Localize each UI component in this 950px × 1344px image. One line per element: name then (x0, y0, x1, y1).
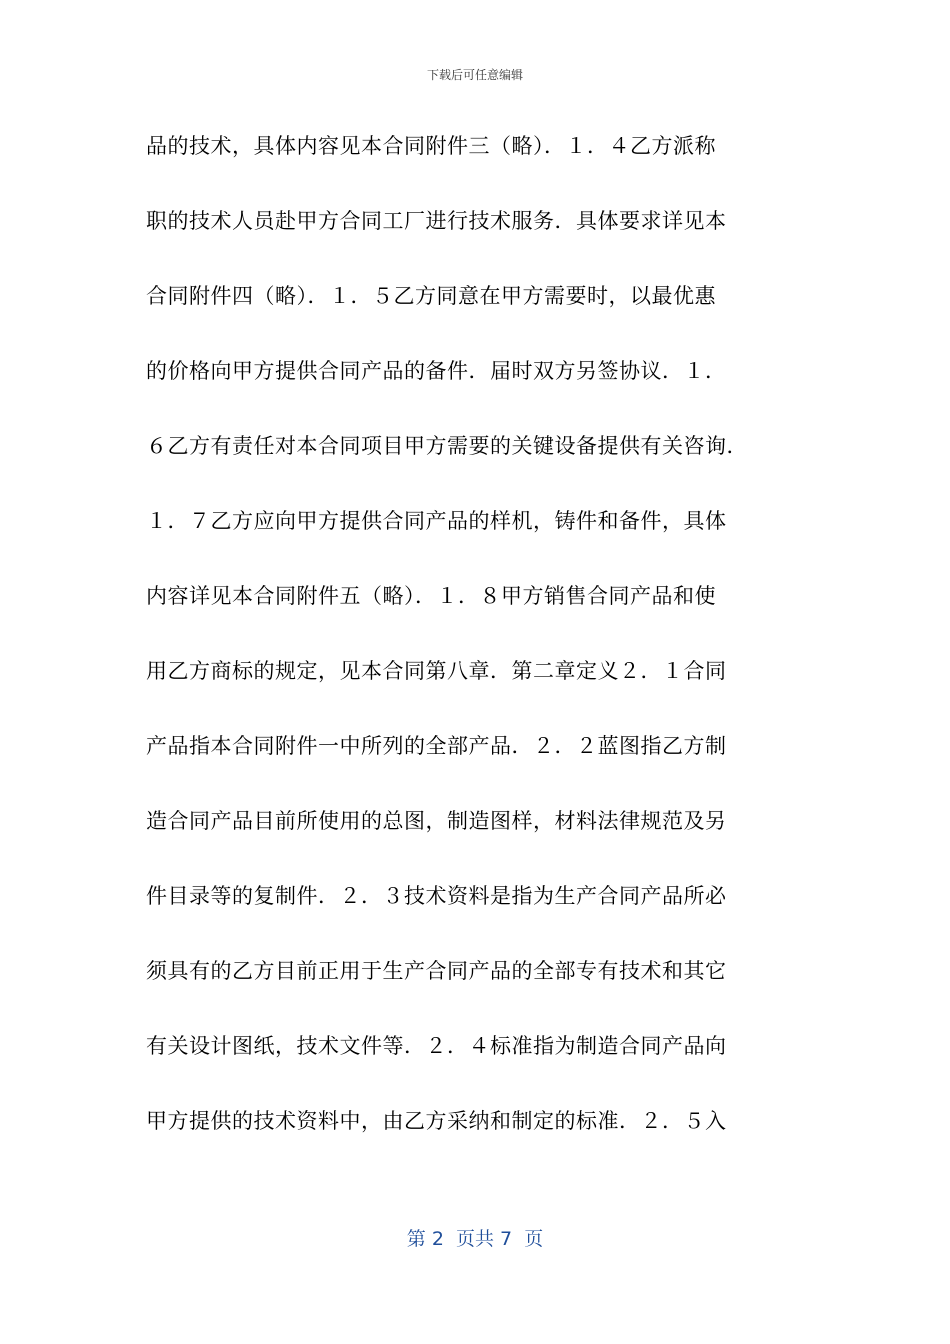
body-line: 合同附件四（略）．１．５乙方同意在甲方需要时，以最优惠 (146, 284, 716, 308)
body-line: 职的技术人员赴甲方合同工厂进行技术服务．具体要求详见本 (146, 209, 727, 233)
body-line: 造合同产品目前所使用的总图，制造图样，材料法律规范及另 (146, 809, 727, 833)
document-body (146, 129, 826, 1179)
body-line: 有关设计图纸，技术文件等．２．４标准指为制造合同产品向 (146, 1034, 727, 1058)
body-line: 甲方提供的技术资料中，由乙方采纳和制定的标准．２．５入 (146, 1109, 727, 1133)
body-line: 内容详见本合同附件五（略）．１．８甲方销售合同产品和使 (146, 584, 716, 608)
body-line: 品的技术，具体内容见本合同附件三（略）．１．４乙方派称 (146, 134, 716, 158)
body-line: 件目录等的复制件．２．３技术资料是指为生产合同产品所必 (146, 884, 727, 908)
page-header: 下载后可任意编辑 (426, 68, 523, 82)
body-line: 须具有的乙方目前正用于生产合同产品的全部专有技术和其它 (146, 959, 727, 983)
body-line: 产品指本合同附件一中所列的全部产品．２．２蓝图指乙方制 (146, 734, 727, 758)
body-line: 用乙方商标的规定，见本合同第八章．第二章定义２．１合同 (146, 659, 727, 683)
body-line: ６乙方有责任对本合同项目甲方需要的关键设备提供有关咨询． (146, 434, 748, 458)
body-line: １．７乙方应向甲方提供合同产品的样机，铸件和备件，具体 (146, 509, 727, 533)
body-line: 的价格向甲方提供合同产品的备件．届时双方另签协议．１． (146, 359, 727, 383)
page-number-footer: 第 2 页共 7 页 (406, 1228, 544, 1250)
